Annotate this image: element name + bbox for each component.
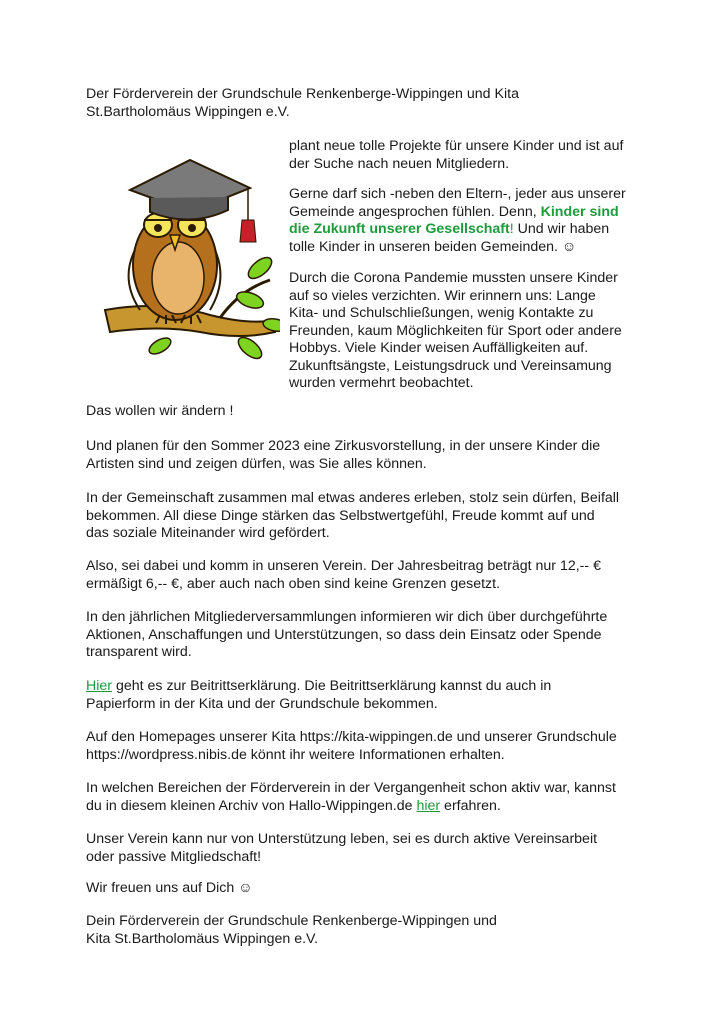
- homepage-paragraph: Auf den Homepages unserer Kita https://kita-wippingen.de und unserer Grundschule https://wordpress.nibis.de könnt ihr weitere Informationen erhalten.: [86, 729, 617, 763]
- highlight-text-1: Kinder sind: [540, 203, 619, 220]
- community-paragraph: In der Gemeinschaft zusammen mal etwas anderes erleben, stolz sein dürfen, Beifall bekommen. All diese Dinge stärken das Selbstwertgefühl, Freude kommt auf und das soziale Miteinander wird gefördert.: [86, 490, 620, 541]
- signature: Dein Förderverein der Grundschule Renkenberge-Wippingen und Kita St.Bartholomäus Wippingen e.V.: [86, 913, 497, 947]
- owl-graduate-icon: [100, 150, 280, 370]
- intro-paragraph-1: plant neue tolle Projekte für unsere Kinder und ist auf der Suche nach neuen Mitgliedern.: [289, 138, 624, 172]
- intro-paragraph-3: Durch die Corona Pandemie mussten unsere Kinder auf so vieles verzichten. Wir erinnern uns: Lange Kita- und Schulschließungen, wenig Kontakte zu Freunden, kaum Möglichkeiten für Sport oder andere Hobbys. Viele Kinder weisen Auffälligkeiten auf. Zukunftsängste, Leistungsdruck und Vereinsamung wurden vermehrt beobachtet.: [289, 270, 622, 391]
- highlight-text-2: die Zukunft unserer Gesellschaft: [289, 221, 510, 237]
- welcome-line: Wir freuen uns auf Dich ☺: [86, 880, 253, 896]
- join-paragraph: Hier geht es zur Beitrittserklärung. Die Beitrittserklärung kannst du auch in Papierform in der Kita und der Grundschule bekommen.: [86, 678, 552, 712]
- intro-paragraph-2: Gerne darf sich -neben den Eltern-, jeder aus unserer Gemeinde angesprochen fühlen. Denn, Kinder sind die Zukunft unserer Gesellschaft! Und wir haben tolle Kinder in unseren beiden Gemeinden. ☺: [289, 186, 626, 255]
- join-link[interactable]: Hier: [86, 678, 113, 694]
- support-paragraph: Unser Verein kann nur von Unterstützung leben, sei es durch aktive Vereinsarbeit oder passive Mitgliedschaft!: [86, 831, 598, 865]
- meeting-paragraph: In den jährlichen Mitgliederversammlungen informieren wir dich über durchgeführte Aktionen, Anschaffungen und Unterstützungen, so dass dein Einsatz oder Spende transparent wird.: [86, 609, 608, 660]
- archive-paragraph: In welchen Bereichen der Förderverein in der Vergangenheit schon aktiv war, kannst du in diesem kleinen Archiv von Hallo-Wippingen.de hier erfahren.: [86, 780, 616, 814]
- archive-link[interactable]: hier: [416, 797, 441, 814]
- circus-paragraph: Und planen für den Sommer 2023 eine Zirkusvorstellung, in der unsere Kinder die Artisten sind und zeigen dürfen, was Sie alles können.: [86, 438, 601, 472]
- change-heading: Das wollen wir ändern !: [86, 403, 234, 419]
- header-text: Der Förderverein der Grundschule Renkenberge-Wippingen und Kita St.Bartholomäus Wippingen e.V.: [86, 86, 519, 120]
- fee-paragraph: Also, sei dabei und komm in unseren Verein. Der Jahresbeitrag beträgt nur 12,-- € ermäßigt 6,-- €, aber auch nach oben sind keine Grenzen gesetzt.: [86, 558, 601, 592]
